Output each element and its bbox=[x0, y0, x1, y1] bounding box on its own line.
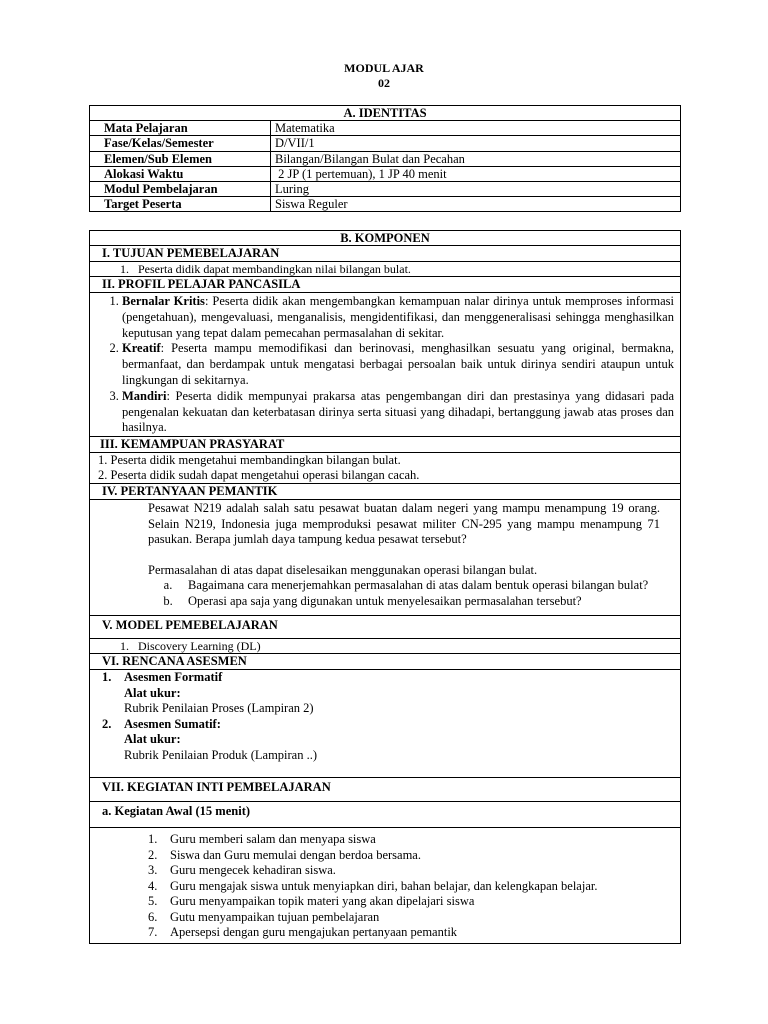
list-item: 2. Asesmen Sumatif: bbox=[102, 716, 221, 731]
row-value: D/VII/1 bbox=[271, 136, 681, 151]
profil-title: II. PROFIL PELAJAR PANCASILA bbox=[90, 277, 681, 293]
list-item: 1. Discovery Learning (DL) bbox=[120, 639, 261, 654]
list-item: b. Operasi apa saja yang digunakan untuk menyelesaikan permasalahan tersebut? bbox=[163, 593, 582, 608]
model-title: V. MODEL PEMEBELAJARAN bbox=[90, 616, 681, 639]
list-item: 3. Guru mengecek kehadiran siswa. bbox=[148, 863, 336, 878]
identitas-header: A. IDENTITAS bbox=[90, 106, 681, 121]
profil-term: Mandiri bbox=[122, 388, 167, 403]
list-item: 2. Siswa dan Guru memulai dengan berdoa bersama. bbox=[148, 847, 421, 862]
row-label: Alokasi Waktu bbox=[90, 166, 271, 181]
row-value: Siswa Reguler bbox=[271, 197, 681, 212]
list-item: 1. Asesmen Formatif bbox=[102, 670, 223, 685]
pemantik-title: IV. PERTANYAAN PEMANTIK bbox=[90, 484, 681, 500]
rubrik-text: Rubrik Penilaian Produk (Lampiran ..) bbox=[124, 747, 318, 762]
table-row bbox=[90, 121, 681, 136]
list-item: a. Bagaimana cara menerjemahkan permasalahan di atas dalam bentuk operasi bilangan bulat? bbox=[163, 578, 649, 593]
model-list bbox=[90, 639, 681, 654]
table-row bbox=[90, 136, 681, 151]
table-row bbox=[90, 181, 681, 196]
table-row bbox=[90, 166, 681, 181]
list-item: 1. Bernalar Kritis: Peserta didik akan mengembangkan kemampuan nalar dirinya untuk memproses informasi (pengetahuan), mengevaluasi, menganalisis, mengidentifikasi, dan menggeneralisasi sehingga menghasilkan keputusan yang tepat dalam pemecahan permasalahan di sekitar. bbox=[122, 294, 680, 341]
table-row bbox=[90, 197, 681, 212]
list-item: 7. Apersepsi dengan guru mengajukan pertanyaan pemantik bbox=[148, 925, 458, 940]
list-item: 4. Guru mengajak siswa untuk menyiapkan diri, bahan belajar, dan kelengkapan belajar. bbox=[148, 878, 598, 893]
document-title bbox=[0, 61, 768, 91]
title-line-1: MODUL AJAR bbox=[344, 61, 424, 75]
asesmen-cell bbox=[90, 670, 681, 778]
row-value: Matematika bbox=[271, 121, 681, 136]
profil-list bbox=[90, 294, 680, 436]
tujuan-list bbox=[90, 262, 681, 277]
row-label: Fase/Kelas/Semester bbox=[90, 136, 271, 151]
row-value: Luring bbox=[271, 181, 681, 196]
list-item: 3. Mandiri: Peserta didik mempunyai prakarsa atas pengembangan diri dan prestasinya yang didasari pada pengenalan kekuatan dan keterbatasan dirinya serta situasi yang dihadapi, bertanggung jawab atas proses dan hasilnya. bbox=[122, 389, 680, 436]
asesmen-title: VI. RENCANA ASESMEN bbox=[90, 654, 681, 670]
profil-term: Bernalar Kritis bbox=[122, 294, 205, 308]
row-value: Bilangan/Bilangan Bulat dan Pecahan bbox=[271, 151, 681, 166]
prasyarat-title: III. KEMAMPUAN PRASYARAT bbox=[90, 437, 681, 453]
row-value: 2 JP (1 pertemuan), 1 JP 40 menit bbox=[271, 166, 681, 181]
pemantik-cell bbox=[90, 500, 681, 616]
table-row bbox=[90, 151, 681, 166]
list-item: 2. Kreatif: Peserta mampu memodifikasi dan berinovasi, menghasilkan sesuatu yang original, bermakna, bermanfaat, dan berdampak untuk mengatasi berbagai persoalan baik untuk dirinya sendiri ataupun untuk lingkungan di sekitarnya. bbox=[122, 341, 680, 388]
identitas-table bbox=[89, 105, 681, 212]
pemantik-intro: Permasalahan di atas dapat diselesaikan menggunakan operasi bilangan bulat. bbox=[148, 562, 538, 577]
list-item: 1. Peserta didik mengetahui membandingkan bilangan bulat. bbox=[98, 453, 401, 468]
kegiatan-awal-title: a. Kegiatan Awal (15 menit) bbox=[90, 802, 681, 828]
row-label: Mata Pelajaran bbox=[90, 121, 271, 136]
list-item: 1. Peserta didik dapat membandingkan nilai bilangan bulat. bbox=[120, 262, 411, 276]
komponen-table bbox=[89, 230, 681, 944]
kegiatan-awal-cell bbox=[90, 828, 681, 944]
list-item: 5. Guru menyampaikan topik materi yang akan dipelajari siswa bbox=[148, 894, 475, 909]
list-item: 6. Gutu menyampaikan tujuan pembelajaran bbox=[148, 909, 380, 924]
pemantik-paragraph: Pesawat N219 adalah salah satu pesawat buatan dalam negeri yang mampu menampung 19 orang. Selain N219, Indonesia juga memproduksi pesawat militer CN-295 yang mampu menampung 71 pasukan. Berapa jumlah daya tampung kedua pesawat tersebut? bbox=[148, 501, 660, 547]
kegiatan-awal-list bbox=[148, 832, 680, 941]
profil-term: Kreatif bbox=[122, 341, 161, 356]
tujuan-title: I. TUJUAN PEMEBELAJARAN bbox=[90, 246, 681, 262]
list-item: 2. Peserta didik sudah dapat mengetahui operasi bilangan cacah. bbox=[98, 468, 420, 483]
title-line-2: 02 bbox=[378, 76, 390, 90]
kegiatan-title: VII. KEGIATAN INTI PEMBELAJARAN bbox=[90, 778, 681, 802]
alat-ukur-label: Alat ukur: bbox=[124, 685, 181, 700]
prasyarat-list bbox=[90, 453, 681, 484]
rubrik-text: Rubrik Penilaian Proses (Lampiran 2) bbox=[124, 701, 314, 716]
alat-ukur-label: Alat ukur: bbox=[124, 732, 181, 747]
profil-list-cell bbox=[90, 293, 681, 437]
komponen-header: B. KOMPONEN bbox=[90, 231, 681, 246]
row-label: Modul Pembelajaran bbox=[90, 181, 271, 196]
list-item: 1. Guru memberi salam dan menyapa siswa bbox=[148, 832, 376, 847]
row-label: Elemen/Sub Elemen bbox=[90, 151, 271, 166]
row-label: Target Peserta bbox=[90, 197, 271, 212]
